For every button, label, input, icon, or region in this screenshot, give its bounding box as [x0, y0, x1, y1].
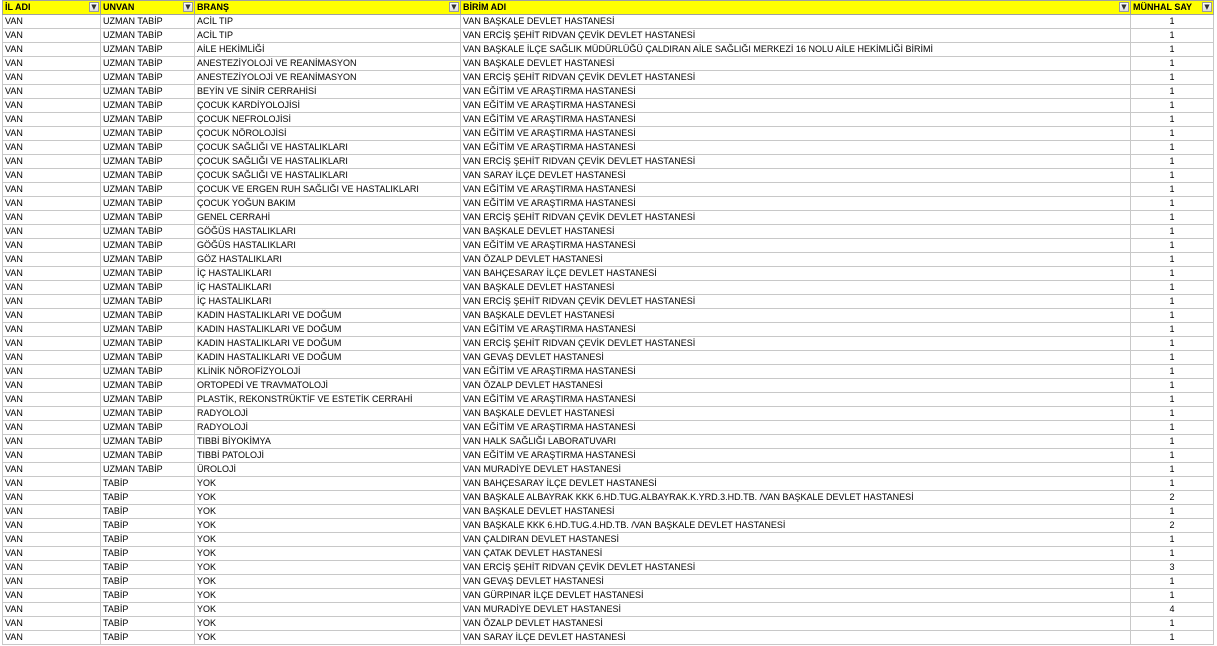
cell-brans[interactable]: İÇ HASTALIKLARI [195, 281, 461, 295]
cell-il-adi[interactable]: VAN [3, 15, 101, 29]
column-header-il-adi[interactable] [3, 1, 101, 15]
cell-brans[interactable]: PLASTİK, REKONSTRÜKTİF VE ESTETİK CERRAHİ [195, 393, 461, 407]
cell-il-adi[interactable]: VAN [3, 617, 101, 631]
cell-brans[interactable]: KLİNİK NÖROFİZYOLOJİ [195, 365, 461, 379]
cell-brans[interactable]: GÖĞÜS HASTALIKLARI [195, 239, 461, 253]
cell-unvan[interactable]: UZMAN TABİP [101, 379, 195, 393]
cell-il-adi[interactable]: VAN [3, 463, 101, 477]
filter-sort-icon[interactable]: ▼ [89, 2, 99, 12]
cell-brans[interactable]: KADIN HASTALIKLARI VE DOĞUM [195, 323, 461, 337]
cell-birim-adi[interactable]: VAN ERCİŞ ŞEHİT RIDVAN ÇEVİK DEVLET HASTANESİ [461, 71, 1131, 85]
cell-brans[interactable]: İÇ HASTALIKLARI [195, 267, 461, 281]
cell-munhal-say[interactable]: 1 [1131, 141, 1214, 155]
cell-brans[interactable]: ÜROLOJİ [195, 463, 461, 477]
table-row [3, 407, 1214, 421]
cell-munhal-say[interactable]: 1 [1131, 533, 1214, 547]
cell-il-adi[interactable]: VAN [3, 365, 101, 379]
table-row [3, 43, 1214, 57]
cell-birim-adi[interactable]: VAN BAŞKALE DEVLET HASTANESİ [461, 309, 1131, 323]
cell-il-adi[interactable]: VAN [3, 155, 101, 169]
cell-brans[interactable]: GENEL CERRAHİ [195, 211, 461, 225]
cell-il-adi[interactable]: VAN [3, 575, 101, 589]
column-header-brans[interactable] [195, 1, 461, 15]
cell-munhal-say[interactable]: 1 [1131, 407, 1214, 421]
cell-birim-adi[interactable]: VAN ERCİŞ ŞEHİT RIDVAN ÇEVİK DEVLET HASTANESİ [461, 29, 1131, 43]
cell-il-adi[interactable]: VAN [3, 281, 101, 295]
cell-unvan[interactable]: UZMAN TABİP [101, 393, 195, 407]
cell-birim-adi[interactable]: VAN GEVAŞ DEVLET HASTANESİ [461, 351, 1131, 365]
cell-birim-adi[interactable]: VAN ÇALDIRAN DEVLET HASTANESİ [461, 533, 1131, 547]
column-header-label: UNVAN [103, 2, 135, 12]
cell-munhal-say[interactable]: 1 [1131, 505, 1214, 519]
cell-birim-adi[interactable]: VAN EĞİTİM VE ARAŞTIRMA HASTANESİ [461, 449, 1131, 463]
cell-il-adi[interactable]: VAN [3, 295, 101, 309]
column-header-unvan[interactable] [101, 1, 195, 15]
chevron-down-icon[interactable]: ▼ [1119, 2, 1129, 12]
cell-brans[interactable]: YOK [195, 477, 461, 491]
cell-brans[interactable]: GÖĞÜS HASTALIKLARI [195, 225, 461, 239]
cell-brans[interactable]: ÇOCUK NEFROLOJİSİ [195, 113, 461, 127]
cell-munhal-say[interactable]: 1 [1131, 43, 1214, 57]
table-row [3, 477, 1214, 491]
cell-munhal-say[interactable]: 1 [1131, 183, 1214, 197]
cell-brans[interactable]: TIBBİ BİYOKİMYA [195, 435, 461, 449]
table-row [3, 589, 1214, 603]
cell-birim-adi[interactable]: VAN EĞİTİM VE ARAŞTIRMA HASTANESİ [461, 365, 1131, 379]
cell-unvan[interactable]: UZMAN TABİP [101, 435, 195, 449]
cell-unvan[interactable]: UZMAN TABİP [101, 85, 195, 99]
cell-unvan[interactable]: UZMAN TABİP [101, 295, 195, 309]
cell-munhal-say[interactable]: 1 [1131, 351, 1214, 365]
cell-munhal-say[interactable]: 1 [1131, 365, 1214, 379]
cell-unvan[interactable]: UZMAN TABİP [101, 43, 195, 57]
cell-il-adi[interactable]: VAN [3, 71, 101, 85]
chevron-down-icon[interactable]: ▼ [449, 2, 459, 12]
cell-unvan[interactable]: UZMAN TABİP [101, 183, 195, 197]
cell-birim-adi[interactable]: VAN BAŞKALE KKK 6.HD.TUG.4.HD.TB. /VAN BAŞKALE DEVLET HASTANESİ [461, 519, 1131, 533]
cell-il-adi[interactable]: VAN [3, 113, 101, 127]
cell-brans[interactable]: İÇ HASTALIKLARI [195, 295, 461, 309]
cell-munhal-say[interactable]: 1 [1131, 15, 1214, 29]
cell-unvan[interactable]: TABİP [101, 547, 195, 561]
cell-il-adi[interactable]: VAN [3, 505, 101, 519]
cell-munhal-say[interactable]: 1 [1131, 309, 1214, 323]
cell-brans[interactable]: ÇOCUK SAĞLIĞI VE HASTALIKLARI [195, 169, 461, 183]
cell-unvan[interactable]: UZMAN TABİP [101, 449, 195, 463]
table-row [3, 253, 1214, 267]
cell-birim-adi[interactable]: VAN EĞİTİM VE ARAŞTIRMA HASTANESİ [461, 113, 1131, 127]
cell-unvan[interactable]: UZMAN TABİP [101, 365, 195, 379]
cell-unvan[interactable]: UZMAN TABİP [101, 57, 195, 71]
cell-birim-adi[interactable]: VAN ÖZALP DEVLET HASTANESİ [461, 253, 1131, 267]
cell-munhal-say[interactable]: 1 [1131, 225, 1214, 239]
cell-birim-adi[interactable]: VAN BAŞKALE DEVLET HASTANESİ [461, 225, 1131, 239]
cell-brans[interactable]: ÇOCUK SAĞLIĞI VE HASTALIKLARI [195, 141, 461, 155]
cell-il-adi[interactable]: VAN [3, 491, 101, 505]
table-row [3, 463, 1214, 477]
cell-il-adi[interactable]: VAN [3, 43, 101, 57]
cell-unvan[interactable]: UZMAN TABİP [101, 113, 195, 127]
table-row [3, 113, 1214, 127]
cell-unvan[interactable]: UZMAN TABİP [101, 225, 195, 239]
cell-brans[interactable]: ANESTEZİYOLOJİ VE REANİMASYON [195, 71, 461, 85]
cell-birim-adi[interactable]: VAN BAŞKALE İLÇE SAĞLIK MÜDÜRLÜĞÜ ÇALDIRAN AİLE SAĞLIĞI MERKEZİ 16 NOLU AİLE HEKİMLİĞİ BİRİMİ [461, 43, 1131, 57]
table-row [3, 561, 1214, 575]
table-row [3, 491, 1214, 505]
cell-birim-adi[interactable]: VAN BAŞKALE DEVLET HASTANESİ [461, 407, 1131, 421]
cell-munhal-say[interactable]: 1 [1131, 477, 1214, 491]
table-row [3, 99, 1214, 113]
cell-brans[interactable]: ÇOCUK SAĞLIĞI VE HASTALIKLARI [195, 155, 461, 169]
cell-unvan[interactable]: UZMAN TABİP [101, 99, 195, 113]
cell-il-adi[interactable]: VAN [3, 141, 101, 155]
cell-birim-adi[interactable]: VAN SARAY İLÇE DEVLET HASTANESİ [461, 169, 1131, 183]
cell-munhal-say[interactable]: 1 [1131, 197, 1214, 211]
cell-brans[interactable]: KADIN HASTALIKLARI VE DOĞUM [195, 351, 461, 365]
cell-birim-adi[interactable]: VAN BAŞKALE DEVLET HASTANESİ [461, 57, 1131, 71]
cell-munhal-say[interactable]: 1 [1131, 239, 1214, 253]
table-row [3, 505, 1214, 519]
cell-unvan[interactable]: TABİP [101, 519, 195, 533]
cell-birim-adi[interactable]: VAN ÖZALP DEVLET HASTANESİ [461, 379, 1131, 393]
cell-brans[interactable]: ANESTEZİYOLOJİ VE REANİMASYON [195, 57, 461, 71]
cell-unvan[interactable]: UZMAN TABİP [101, 267, 195, 281]
cell-il-adi[interactable]: VAN [3, 57, 101, 71]
cell-unvan[interactable]: UZMAN TABİP [101, 421, 195, 435]
cell-unvan[interactable]: UZMAN TABİP [101, 169, 195, 183]
cell-birim-adi[interactable]: VAN EĞİTİM VE ARAŞTIRMA HASTANESİ [461, 393, 1131, 407]
cell-il-adi[interactable]: VAN [3, 267, 101, 281]
cell-il-adi[interactable]: VAN [3, 309, 101, 323]
cell-munhal-say[interactable]: 1 [1131, 211, 1214, 225]
table-row [3, 57, 1214, 71]
cell-il-adi[interactable]: VAN [3, 29, 101, 43]
cell-unvan[interactable]: UZMAN TABİP [101, 309, 195, 323]
cell-unvan[interactable]: UZMAN TABİP [101, 71, 195, 85]
table-row [3, 295, 1214, 309]
cell-il-adi[interactable]: VAN [3, 379, 101, 393]
table-row [3, 421, 1214, 435]
cell-brans[interactable]: RADYOLOJİ [195, 407, 461, 421]
table-row [3, 85, 1214, 99]
cell-birim-adi[interactable]: VAN EĞİTİM VE ARAŞTIRMA HASTANESİ [461, 421, 1131, 435]
cell-unvan[interactable]: UZMAN TABİP [101, 407, 195, 421]
cell-unvan[interactable]: TABİP [101, 617, 195, 631]
cell-il-adi[interactable]: VAN [3, 225, 101, 239]
cell-munhal-say[interactable]: 1 [1131, 57, 1214, 71]
cell-munhal-say[interactable]: 1 [1131, 29, 1214, 43]
cell-munhal-say[interactable]: 1 [1131, 435, 1214, 449]
cell-il-adi[interactable]: VAN [3, 533, 101, 547]
cell-birim-adi[interactable]: VAN BAŞKALE DEVLET HASTANESİ [461, 15, 1131, 29]
cell-il-adi[interactable]: VAN [3, 449, 101, 463]
cell-birim-adi[interactable]: VAN BAŞKALE ALBAYRAK KKK 6.HD.TUG.ALBAYRAK.K.YRD.3.HD.TB. /VAN BAŞKALE DEVLET HASTANESİ [461, 491, 1131, 505]
table-row [3, 435, 1214, 449]
cell-brans[interactable]: YOK [195, 519, 461, 533]
cell-brans[interactable]: YOK [195, 631, 461, 645]
cell-brans[interactable]: ÇOCUK KARDİYOLOJİSİ [195, 99, 461, 113]
cell-il-adi[interactable]: VAN [3, 561, 101, 575]
cell-brans[interactable]: YOK [195, 505, 461, 519]
cell-unvan[interactable]: TABİP [101, 477, 195, 491]
column-header-birim-adi[interactable] [461, 1, 1131, 15]
cell-unvan[interactable]: TABİP [101, 505, 195, 519]
table-row [3, 239, 1214, 253]
cell-munhal-say[interactable]: 1 [1131, 449, 1214, 463]
cell-il-adi[interactable]: VAN [3, 169, 101, 183]
cell-birim-adi[interactable]: VAN EĞİTİM VE ARAŞTIRMA HASTANESİ [461, 141, 1131, 155]
table-row [3, 547, 1214, 561]
cell-unvan[interactable]: TABİP [101, 561, 195, 575]
cell-il-adi[interactable]: VAN [3, 211, 101, 225]
cell-brans[interactable]: GÖZ HASTALIKLARI [195, 253, 461, 267]
cell-brans[interactable]: YOK [195, 603, 461, 617]
cell-munhal-say[interactable]: 1 [1131, 463, 1214, 477]
cell-unvan[interactable]: UZMAN TABİP [101, 29, 195, 43]
table-row [3, 309, 1214, 323]
cell-birim-adi[interactable]: VAN EĞİTİM VE ARAŞTIRMA HASTANESİ [461, 183, 1131, 197]
cell-brans[interactable]: BEYİN VE SİNİR CERRAHİSİ [195, 85, 461, 99]
cell-brans[interactable]: YOK [195, 617, 461, 631]
cell-unvan[interactable]: UZMAN TABİP [101, 281, 195, 295]
cell-munhal-say[interactable]: 1 [1131, 617, 1214, 631]
cell-birim-adi[interactable]: VAN ERCİŞ ŞEHİT RIDVAN ÇEVİK DEVLET HASTANESİ [461, 295, 1131, 309]
cell-munhal-say[interactable]: 1 [1131, 589, 1214, 603]
cell-brans[interactable]: ACİL TIP [195, 15, 461, 29]
cell-munhal-say[interactable]: 1 [1131, 295, 1214, 309]
cell-il-adi[interactable]: VAN [3, 183, 101, 197]
cell-munhal-say[interactable]: 1 [1131, 631, 1214, 645]
table-body [3, 15, 1214, 645]
cell-munhal-say[interactable]: 1 [1131, 169, 1214, 183]
column-header-label: BRANŞ [197, 2, 230, 12]
cell-munhal-say[interactable]: 1 [1131, 337, 1214, 351]
table-row [3, 603, 1214, 617]
cell-birim-adi[interactable]: VAN EĞİTİM VE ARAŞTIRMA HASTANESİ [461, 127, 1131, 141]
table-row [3, 281, 1214, 295]
cell-birim-adi[interactable]: VAN ERCİŞ ŞEHİT RIDVAN ÇEVİK DEVLET HASTANESİ [461, 337, 1131, 351]
cell-brans[interactable]: YOK [195, 491, 461, 505]
cell-unvan[interactable]: TABİP [101, 491, 195, 505]
cell-il-adi[interactable]: VAN [3, 589, 101, 603]
cell-il-adi[interactable]: VAN [3, 393, 101, 407]
cell-birim-adi[interactable]: VAN ÇATAK DEVLET HASTANESİ [461, 547, 1131, 561]
cell-unvan[interactable]: UZMAN TABİP [101, 127, 195, 141]
table-row [3, 519, 1214, 533]
cell-munhal-say[interactable]: 1 [1131, 281, 1214, 295]
cell-munhal-say[interactable]: 1 [1131, 99, 1214, 113]
table-row [3, 449, 1214, 463]
cell-munhal-say[interactable]: 1 [1131, 113, 1214, 127]
cell-il-adi[interactable]: VAN [3, 407, 101, 421]
cell-munhal-say[interactable]: 1 [1131, 253, 1214, 267]
cell-birim-adi[interactable]: VAN ERCİŞ ŞEHİT RIDVAN ÇEVİK DEVLET HASTANESİ [461, 561, 1131, 575]
table-row [3, 141, 1214, 155]
cell-birim-adi[interactable]: VAN BAŞKALE DEVLET HASTANESİ [461, 281, 1131, 295]
cell-birim-adi[interactable]: VAN ERCİŞ ŞEHİT RIDVAN ÇEVİK DEVLET HASTANESİ [461, 155, 1131, 169]
cell-il-adi[interactable]: VAN [3, 421, 101, 435]
table-row [3, 155, 1214, 169]
cell-munhal-say[interactable]: 2 [1131, 491, 1214, 505]
spreadsheet-table [2, 0, 1214, 645]
cell-birim-adi[interactable]: VAN GÜRPINAR İLÇE DEVLET HASTANESİ [461, 589, 1131, 603]
cell-munhal-say[interactable]: 2 [1131, 519, 1214, 533]
cell-unvan[interactable]: TABİP [101, 631, 195, 645]
cell-birim-adi[interactable]: VAN BAHÇESARAY İLÇE DEVLET HASTANESİ [461, 477, 1131, 491]
cell-il-adi[interactable]: VAN [3, 603, 101, 617]
cell-brans[interactable]: YOK [195, 561, 461, 575]
cell-munhal-say[interactable]: 1 [1131, 393, 1214, 407]
column-header-label: İL ADI [5, 2, 31, 12]
column-header-label: MÜNHAL SAY [1133, 2, 1193, 12]
table-row [3, 575, 1214, 589]
cell-unvan[interactable]: TABİP [101, 589, 195, 603]
cell-unvan[interactable]: TABİP [101, 575, 195, 589]
cell-il-adi[interactable]: VAN [3, 99, 101, 113]
table-row [3, 197, 1214, 211]
column-header-label: BİRİM ADI [463, 2, 507, 12]
cell-brans[interactable]: KADIN HASTALIKLARI VE DOĞUM [195, 337, 461, 351]
table-row [3, 393, 1214, 407]
cell-il-adi[interactable]: VAN [3, 239, 101, 253]
column-header-munhal-say[interactable] [1131, 1, 1214, 15]
cell-munhal-say[interactable]: 1 [1131, 267, 1214, 281]
table-row [3, 183, 1214, 197]
header-row [3, 1, 1214, 15]
table-row [3, 365, 1214, 379]
cell-il-adi[interactable]: VAN [3, 127, 101, 141]
cell-il-adi[interactable]: VAN [3, 631, 101, 645]
table-row [3, 533, 1214, 547]
cell-munhal-say[interactable]: 1 [1131, 379, 1214, 393]
cell-munhal-say[interactable]: 1 [1131, 323, 1214, 337]
cell-birim-adi[interactable]: VAN EĞİTİM VE ARAŞTIRMA HASTANESİ [461, 197, 1131, 211]
table-row [3, 225, 1214, 239]
cell-brans[interactable]: KADIN HASTALIKLARI VE DOĞUM [195, 309, 461, 323]
cell-brans[interactable]: YOK [195, 575, 461, 589]
table-row [3, 15, 1214, 29]
cell-brans[interactable]: YOK [195, 589, 461, 603]
cell-brans[interactable]: ÇOCUK NÖROLOJİSİ [195, 127, 461, 141]
cell-birim-adi[interactable]: VAN EĞİTİM VE ARAŞTIRMA HASTANESİ [461, 239, 1131, 253]
table-row [3, 323, 1214, 337]
cell-il-adi[interactable]: VAN [3, 197, 101, 211]
cell-birim-adi[interactable]: VAN MURADİYE DEVLET HASTANESİ [461, 603, 1131, 617]
table-row [3, 127, 1214, 141]
chevron-down-icon[interactable]: ▼ [1202, 2, 1212, 12]
cell-unvan[interactable]: TABİP [101, 603, 195, 617]
table-row [3, 71, 1214, 85]
table-row [3, 337, 1214, 351]
cell-unvan[interactable]: UZMAN TABİP [101, 239, 195, 253]
cell-unvan[interactable]: UZMAN TABİP [101, 323, 195, 337]
cell-munhal-say[interactable]: 3 [1131, 561, 1214, 575]
cell-birim-adi[interactable]: VAN ERCİŞ ŞEHİT RIDVAN ÇEVİK DEVLET HASTANESİ [461, 211, 1131, 225]
cell-il-adi[interactable]: VAN [3, 547, 101, 561]
cell-unvan[interactable]: TABİP [101, 533, 195, 547]
cell-unvan[interactable]: UZMAN TABİP [101, 463, 195, 477]
cell-il-adi[interactable]: VAN [3, 477, 101, 491]
cell-il-adi[interactable]: VAN [3, 519, 101, 533]
table-row [3, 631, 1214, 645]
table-row [3, 29, 1214, 43]
cell-munhal-say[interactable]: 1 [1131, 85, 1214, 99]
cell-il-adi[interactable]: VAN [3, 85, 101, 99]
cell-brans[interactable]: ORTOPEDİ VE TRAVMATOLOJİ [195, 379, 461, 393]
cell-munhal-say[interactable]: 1 [1131, 155, 1214, 169]
cell-brans[interactable]: TIBBİ PATOLOJİ [195, 449, 461, 463]
cell-munhal-say[interactable]: 1 [1131, 127, 1214, 141]
cell-brans[interactable]: YOK [195, 533, 461, 547]
cell-munhal-say[interactable]: 1 [1131, 575, 1214, 589]
table-row [3, 617, 1214, 631]
cell-il-adi[interactable]: VAN [3, 435, 101, 449]
cell-birim-adi[interactable]: VAN EĞİTİM VE ARAŞTIRMA HASTANESİ [461, 323, 1131, 337]
cell-unvan[interactable]: UZMAN TABİP [101, 15, 195, 29]
cell-munhal-say[interactable]: 4 [1131, 603, 1214, 617]
cell-munhal-say[interactable]: 1 [1131, 547, 1214, 561]
cell-birim-adi[interactable]: VAN BAŞKALE DEVLET HASTANESİ [461, 505, 1131, 519]
cell-birim-adi[interactable]: VAN EĞİTİM VE ARAŞTIRMA HASTANESİ [461, 99, 1131, 113]
cell-il-adi[interactable]: VAN [3, 253, 101, 267]
cell-brans[interactable]: AİLE HEKİMLİĞİ [195, 43, 461, 57]
table-row [3, 211, 1214, 225]
cell-birim-adi[interactable]: VAN ÖZALP DEVLET HASTANESİ [461, 617, 1131, 631]
cell-brans[interactable]: ACİL TIP [195, 29, 461, 43]
cell-brans[interactable]: ÇOCUK YOĞUN BAKIM [195, 197, 461, 211]
cell-il-adi[interactable]: VAN [3, 337, 101, 351]
table-row [3, 351, 1214, 365]
table-row [3, 169, 1214, 183]
cell-il-adi[interactable]: VAN [3, 323, 101, 337]
cell-il-adi[interactable]: VAN [3, 351, 101, 365]
cell-unvan[interactable]: UZMAN TABİP [101, 253, 195, 267]
cell-unvan[interactable]: UZMAN TABİP [101, 197, 195, 211]
cell-unvan[interactable]: UZMAN TABİP [101, 337, 195, 351]
cell-unvan[interactable]: UZMAN TABİP [101, 155, 195, 169]
cell-birim-adi[interactable]: VAN EĞİTİM VE ARAŞTIRMA HASTANESİ [461, 85, 1131, 99]
cell-brans[interactable]: ÇOCUK VE ERGEN RUH SAĞLIĞI VE HASTALIKLARI [195, 183, 461, 197]
cell-unvan[interactable]: UZMAN TABİP [101, 351, 195, 365]
cell-birim-adi[interactable]: VAN MURADİYE DEVLET HASTANESİ [461, 463, 1131, 477]
cell-brans[interactable]: YOK [195, 547, 461, 561]
cell-brans[interactable]: RADYOLOJİ [195, 421, 461, 435]
cell-unvan[interactable]: UZMAN TABİP [101, 211, 195, 225]
cell-munhal-say[interactable]: 1 [1131, 421, 1214, 435]
cell-munhal-say[interactable]: 1 [1131, 71, 1214, 85]
chevron-down-icon[interactable]: ▼ [183, 2, 193, 12]
cell-birim-adi[interactable]: VAN BAHÇESARAY İLÇE DEVLET HASTANESİ [461, 267, 1131, 281]
cell-unvan[interactable]: UZMAN TABİP [101, 141, 195, 155]
cell-birim-adi[interactable]: VAN GEVAŞ DEVLET HASTANESİ [461, 575, 1131, 589]
cell-birim-adi[interactable]: VAN HALK SAĞLIĞI LABORATUVARI [461, 435, 1131, 449]
table-row [3, 379, 1214, 393]
table-row [3, 267, 1214, 281]
cell-birim-adi[interactable]: VAN SARAY İLÇE DEVLET HASTANESİ [461, 631, 1131, 645]
